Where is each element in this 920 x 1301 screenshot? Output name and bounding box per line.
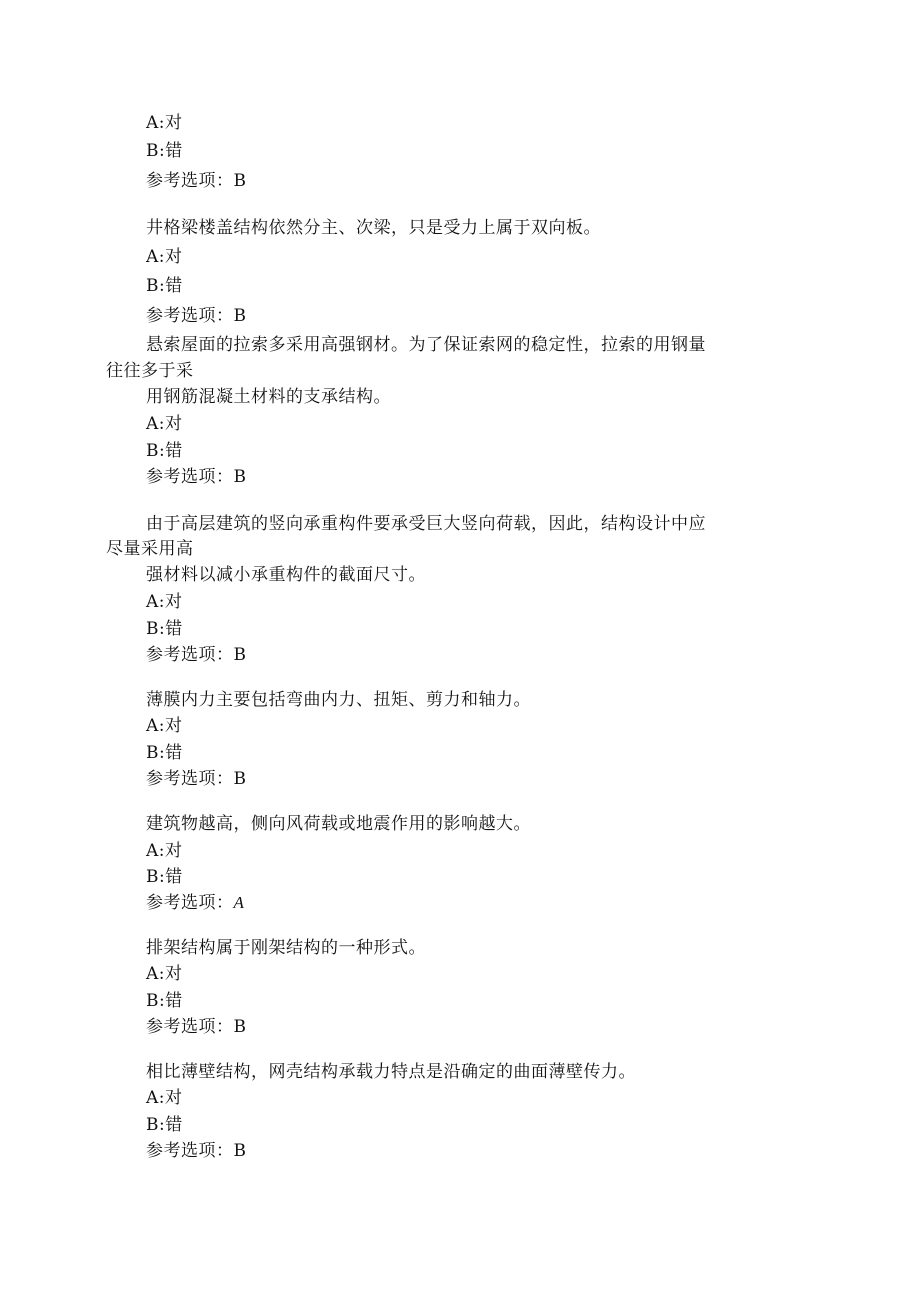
question-text: 建筑物越高，侧向风荷载或地震作用的影响越大。 [146, 814, 531, 834]
option-b: B:错 [146, 867, 183, 887]
answer-line [146, 170, 247, 192]
option-b: B:错 [146, 441, 183, 461]
answer-line [146, 644, 247, 666]
question-text: 相比薄壁结构，网壳结构承载力特点是沿确定的曲面薄壁传力。 [146, 1062, 636, 1082]
option-b: B:错 [146, 619, 183, 639]
option-a: A:对 [146, 414, 183, 434]
option-a: A:对 [146, 113, 183, 133]
answer-label: 参考选项： [146, 1141, 234, 1161]
option-a: A:对 [146, 841, 183, 861]
answer-line [146, 892, 244, 914]
option-b: B:错 [146, 1115, 183, 1135]
answer-value: B [233, 171, 247, 191]
question-text: 薄膜内力主要包括弯曲内力、扭矩、剪力和轴力。 [146, 690, 531, 710]
answer-line [146, 1016, 247, 1038]
question-text: 井格梁楼盖结构依然分主、次梁，只是受力上属于双向板。 [146, 218, 601, 238]
answer-label: 参考选项： [146, 171, 234, 191]
option-a: A:对 [146, 964, 183, 984]
option-b: B:错 [146, 743, 183, 763]
question-text-wrap: 尽量采用高 [106, 539, 194, 559]
answer-line [146, 1140, 247, 1162]
question-text: 排架结构属于刚架结构的一种形式。 [146, 938, 426, 958]
answer-value: B [233, 769, 247, 789]
answer-line [146, 768, 247, 790]
answer-label: 参考选项： [146, 306, 234, 326]
answer-value: B [233, 645, 247, 665]
answer-value: A [233, 893, 245, 912]
answer-value: B [233, 1017, 247, 1037]
question-text-cont: 强材料以减小承重构件的截面尺寸。 [146, 565, 426, 585]
question-text-cont: 用钢筋混凝土材料的支承结构。 [146, 387, 391, 407]
answer-value: B [233, 306, 247, 326]
option-b: B:错 [146, 276, 183, 296]
question-text: 悬索屋面的拉索多采用高强钢材。为了保证索网的稳定性，拉索的用钢量 [146, 335, 706, 355]
question-text-wrap: 往往多于采 [106, 361, 194, 381]
option-a: A:对 [146, 1088, 183, 1108]
option-a: A:对 [146, 716, 183, 736]
option-b: B:错 [146, 991, 183, 1011]
answer-label: 参考选项： [146, 893, 234, 913]
answer-label: 参考选项： [146, 1017, 234, 1037]
answer-line [146, 466, 247, 488]
answer-value: B [233, 1141, 247, 1161]
answer-value: B [233, 467, 247, 487]
answer-line [146, 305, 247, 327]
answer-label: 参考选项： [146, 645, 234, 665]
question-text: 由于高层建筑的竖向承重构件要承受巨大竖向荷载，因此，结构设计中应 [146, 514, 706, 534]
option-b: B:错 [146, 141, 183, 161]
answer-label: 参考选项： [146, 769, 234, 789]
answer-label: 参考选项： [146, 467, 234, 487]
option-a: A:对 [146, 592, 183, 612]
option-a: A:对 [146, 247, 183, 267]
